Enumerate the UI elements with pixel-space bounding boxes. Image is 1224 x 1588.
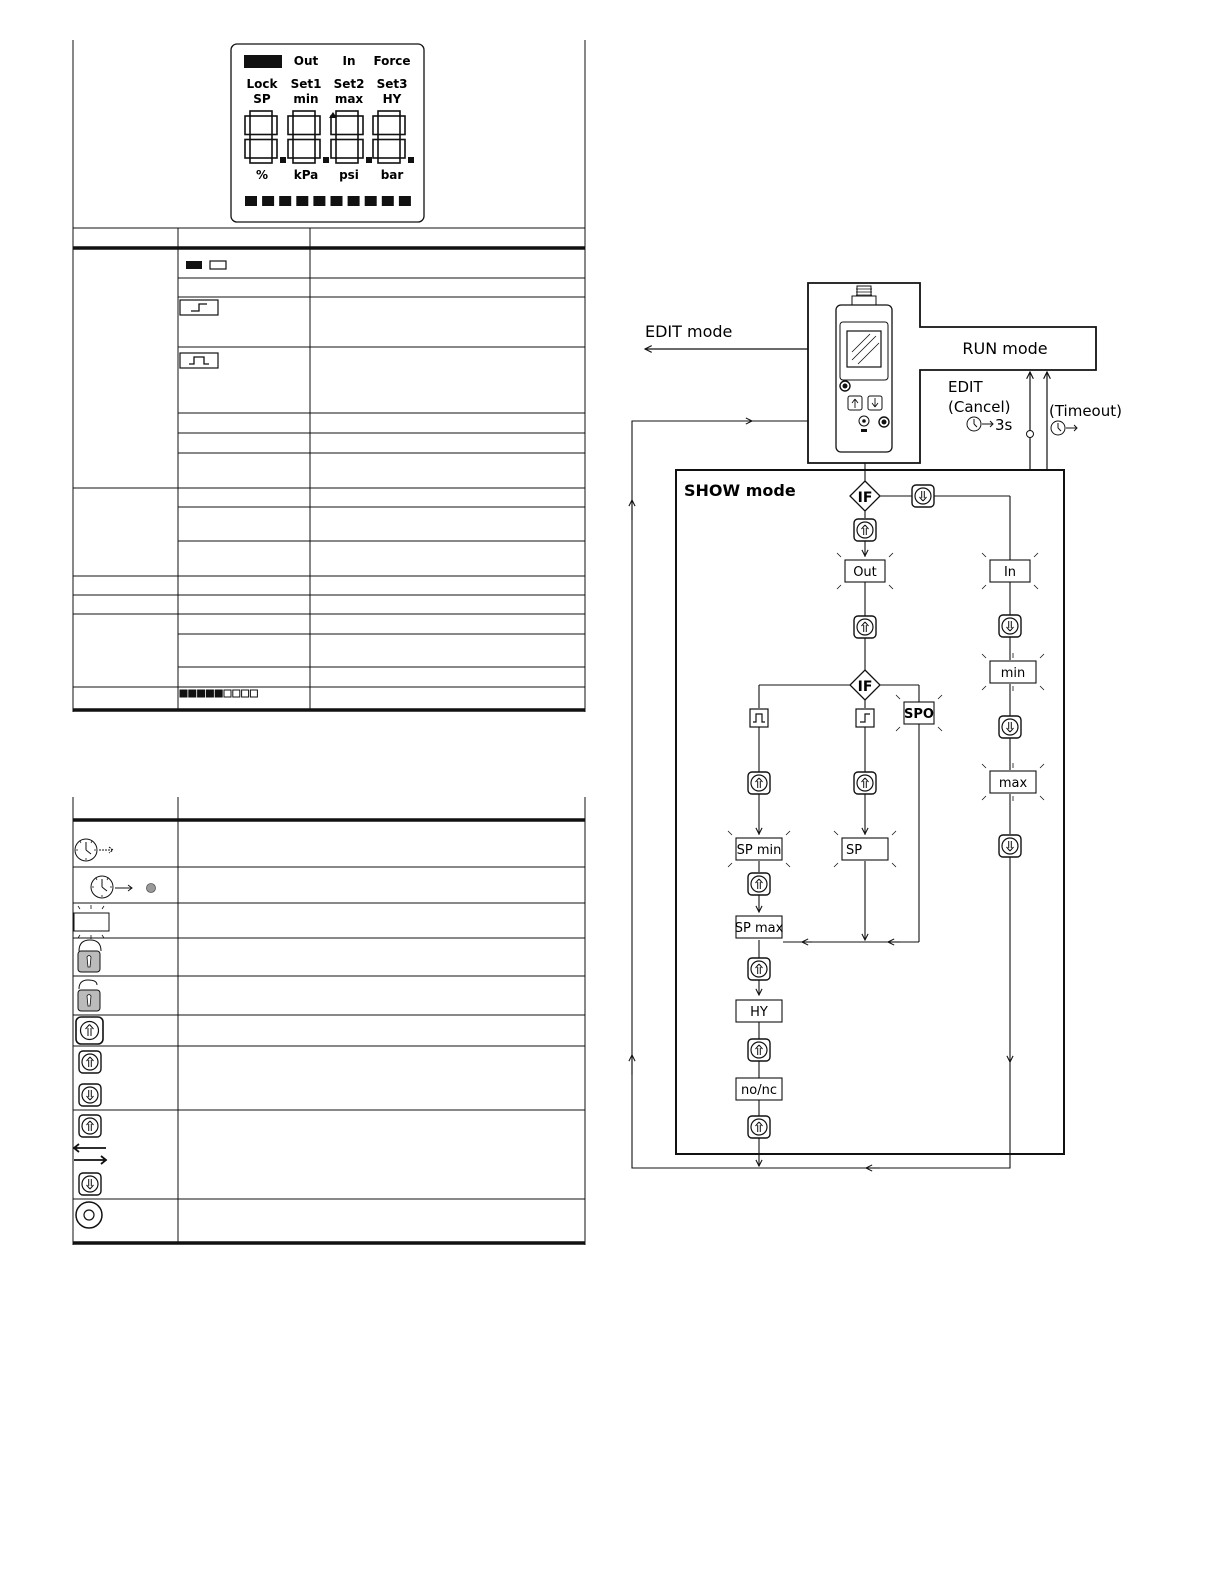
bargraph-square xyxy=(189,690,196,697)
lcd-display xyxy=(231,44,424,222)
lcd-lock: Lock xyxy=(246,77,278,91)
svg-text:IF: IF xyxy=(857,679,873,695)
lcd-unit-kpa: kPa xyxy=(293,168,319,182)
lcd-bargraph-segment xyxy=(365,196,377,206)
state-sp-label: SP xyxy=(846,843,863,858)
lcd-unit-psi: psi xyxy=(339,168,359,182)
cancel-time: 3s xyxy=(995,416,1013,434)
bargraph-square xyxy=(224,690,231,697)
window-icon xyxy=(180,353,218,368)
if-decision-2 xyxy=(850,670,880,700)
state-min xyxy=(982,653,1044,691)
state-no-nc xyxy=(736,1078,782,1100)
threshold-icon xyxy=(180,300,218,315)
bargraph-square xyxy=(180,690,187,697)
cancel-label: (Cancel) xyxy=(948,398,1011,416)
state-max xyxy=(982,763,1044,801)
edit-label: EDIT xyxy=(948,378,983,396)
switch-state-icon xyxy=(186,261,226,269)
symbols-table xyxy=(73,797,585,1245)
up-button-icon xyxy=(76,1017,103,1044)
lcd-in: In xyxy=(342,54,356,68)
edit-mode-label: EDIT mode xyxy=(645,322,733,341)
mode-flow-diagram xyxy=(632,283,1122,1168)
up-button-icon xyxy=(854,519,876,541)
lcd-hy: HY xyxy=(382,92,402,106)
up-button-icon xyxy=(748,772,770,794)
state-hy-label: HY xyxy=(750,1005,768,1020)
clock-led-icon xyxy=(91,876,156,898)
lcd-bargraph-segment xyxy=(279,196,291,206)
bargraph-icon xyxy=(180,690,257,697)
state-out-label: Out xyxy=(853,565,877,580)
lcd-min: min xyxy=(293,92,319,106)
lcd-bargraph-segment xyxy=(331,196,343,206)
lock-closed-icon xyxy=(78,940,101,972)
state-sp-min-label: SP min xyxy=(736,843,782,858)
state-sp-max-label: SP max xyxy=(734,921,784,936)
cancel-clock-icon xyxy=(967,417,981,431)
up-button-icon xyxy=(854,772,876,794)
lcd-force: Force xyxy=(373,54,411,68)
state-min-label: min xyxy=(1000,666,1026,681)
lcd-unit-percent: % xyxy=(255,168,269,182)
device-illustration xyxy=(836,286,892,452)
state-sp-max xyxy=(735,916,784,938)
up-swap-down-icon xyxy=(74,1115,106,1195)
lcd-bargraph-segment xyxy=(399,196,411,206)
bargraph-square xyxy=(233,690,240,697)
down-button-icon xyxy=(999,615,1021,637)
threshold-comparator-icon xyxy=(856,709,874,727)
state-max-label: max xyxy=(998,776,1028,791)
state-spo-label: SPO xyxy=(904,707,934,722)
up-down-buttons-icon xyxy=(79,1051,101,1106)
svg-text:IF: IF xyxy=(857,490,873,506)
up-button-icon xyxy=(748,873,770,895)
bargraph-square xyxy=(215,690,222,697)
bargraph-square xyxy=(242,690,249,697)
lcd-set2: Set2 xyxy=(333,77,365,91)
lcd-bargraph-segment xyxy=(245,196,257,206)
bargraph-square xyxy=(250,690,257,697)
down-button-icon xyxy=(999,716,1021,738)
bargraph-square xyxy=(198,690,205,697)
timeout-clock-icon xyxy=(75,839,113,861)
lcd-out: Out xyxy=(293,54,319,68)
up-button-icon xyxy=(748,958,770,980)
if-decision-1 xyxy=(850,481,880,511)
lcd-bargraph-segment xyxy=(262,196,274,206)
state-no-nc-label: no/nc xyxy=(741,1083,777,1098)
up-button-icon xyxy=(748,1116,770,1138)
lock-open-icon xyxy=(78,980,100,1011)
blinking-field-icon xyxy=(74,905,109,939)
show-mode-label: SHOW mode xyxy=(684,481,796,500)
lcd-set1: Set1 xyxy=(290,77,322,91)
lcd-bargraph-segment xyxy=(348,196,360,206)
timeout-clock-icon xyxy=(1051,421,1065,435)
bargraph-square xyxy=(206,690,213,697)
window-comparator-icon xyxy=(750,709,768,727)
lcd-edit-indicator xyxy=(244,55,282,68)
state-hy xyxy=(736,1000,782,1022)
down-button-icon xyxy=(912,485,934,507)
up-button-icon xyxy=(854,616,876,638)
down-button-icon xyxy=(999,835,1021,857)
state-in-label: In xyxy=(1003,565,1017,580)
lcd-sp: SP xyxy=(253,92,271,106)
lcd-bargraph-segment xyxy=(382,196,394,206)
lcd-bargraph-segment xyxy=(313,196,325,206)
state-boxes xyxy=(728,552,1044,1100)
lcd-set3: Set3 xyxy=(376,77,408,91)
run-mode-label: RUN mode xyxy=(962,339,1048,358)
timeout-label: (Timeout) xyxy=(1049,402,1122,420)
up-button-icon xyxy=(748,1039,770,1061)
lcd-max: max xyxy=(334,92,364,106)
lcd-bargraph-segment xyxy=(296,196,308,206)
lcd-unit-bar: bar xyxy=(380,168,404,182)
edit-button-icon xyxy=(76,1202,102,1228)
